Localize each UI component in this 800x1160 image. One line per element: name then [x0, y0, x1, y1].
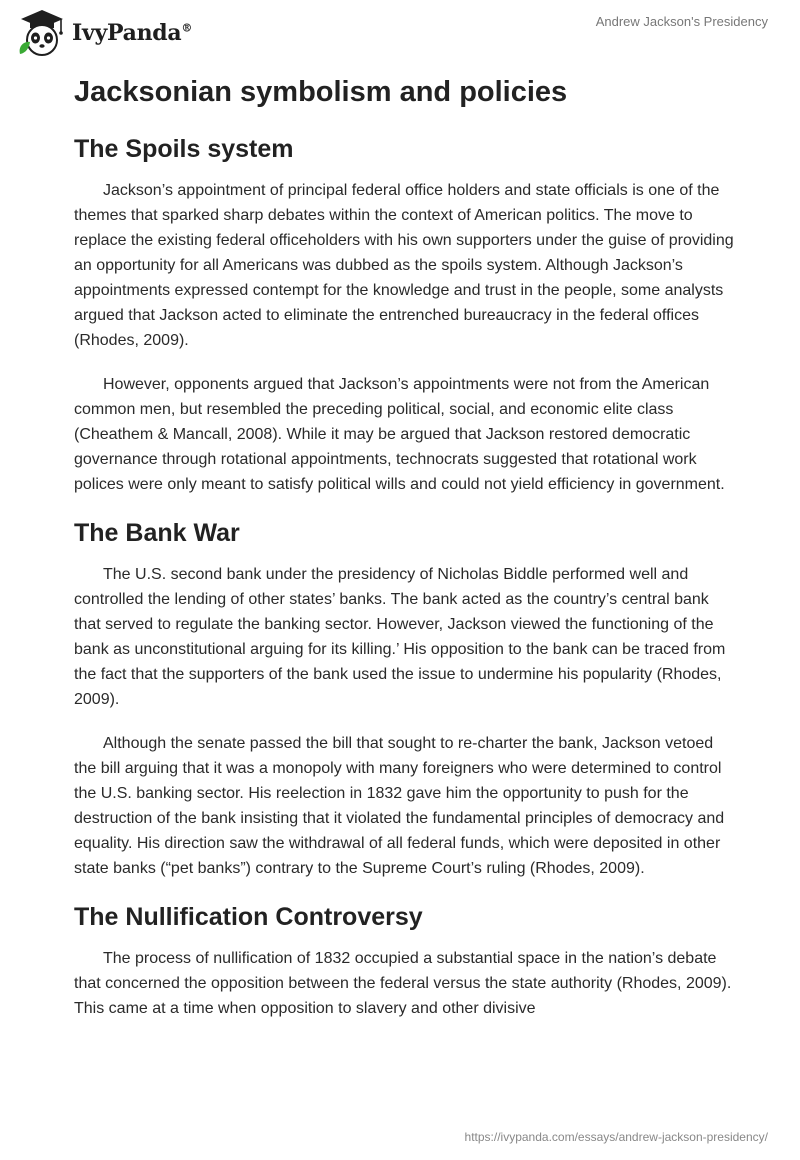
article	[74, 72, 734, 1040]
paragraph: Jackson’s appointment of principal federal office holders and state officials is one of the themes that sparked sharp debates within the context of American politics. The move to replace the existing federal officeholders with his own supporters under the guise of providing an opportunity for all Americans was dubbed as the spoils system. Although Jackson’s appointments expressed contempt for the knowledge and trust in the people, some analysts argued that Jackson acted to eliminate the entrenched bureaucracy in the federal offices (Rhodes, 2009).	[74, 182, 734, 349]
section-heading: The Bank War	[74, 519, 240, 547]
page-title: Andrew Jackson's Presidency	[595, 14, 768, 29]
header	[0, 0, 800, 70]
section-nullification-controversy	[74, 900, 734, 1021]
brand-name: IvyPanda®	[72, 20, 193, 46]
paragraph: However, opponents argued that Jackson’s appointments were not from the American common men, but resembled the preceding political, social, and economic elite class (Cheathem & Mancall, 2008). While it may be argued that Jackson restored democratic governance through rotational appointments, technocrats suggested that rotational work polices were only meant to satisfy political wills and could not yield efficiency in government.	[74, 376, 725, 493]
section-bank-war	[74, 516, 734, 881]
paragraph: Although the senate passed the bill that sought to re-charter the bank, Jackson vetoed the bill arguing that it was a monopoly with many foreigners who were determined to control the U.S. banking sector. His reelection in 1832 gave him the opportunity to push for the destruction of the bank insisting that it violated the fundamental principles of democracy and equality. His direction saw the withdrawal of all federal funds, which were deposited in other state banks (“pet banks”) contrary to the Supreme Court’s ruling (Rhodes, 2009).	[74, 735, 725, 877]
section-spoils-system	[74, 132, 734, 497]
paragraph: The process of nullification of 1832 occupied a substantial space in the nation’s debate that concerned the opposition between the federal versus the state authority (Rhodes, 2009). This came at a time when opposition to slavery and other divisive	[74, 950, 732, 1017]
logo[interactable]	[16, 8, 192, 58]
section-heading: The Spoils system	[74, 135, 294, 163]
panda-logo-icon	[16, 8, 68, 58]
source-url[interactable]: https://ivypanda.com/essays/andrew-jackson-presidency/	[464, 1130, 768, 1144]
article-title: Jacksonian symbolism and policies	[74, 76, 568, 108]
section-heading: The Nullification Controversy	[74, 903, 423, 931]
paragraph: The U.S. second bank under the presidency of Nicholas Biddle performed well and controlled the lending of other states’ banks. The bank acted as the country’s central bank that served to regulate the banking sector. However, Jackson viewed the functioning of the bank as unconstitutional arguing for its killing.’ His opposition to the bank can be traced from the fact that the supporters of the bank used the issue to undermine his popularity (Rhodes, 2009).	[74, 566, 726, 708]
